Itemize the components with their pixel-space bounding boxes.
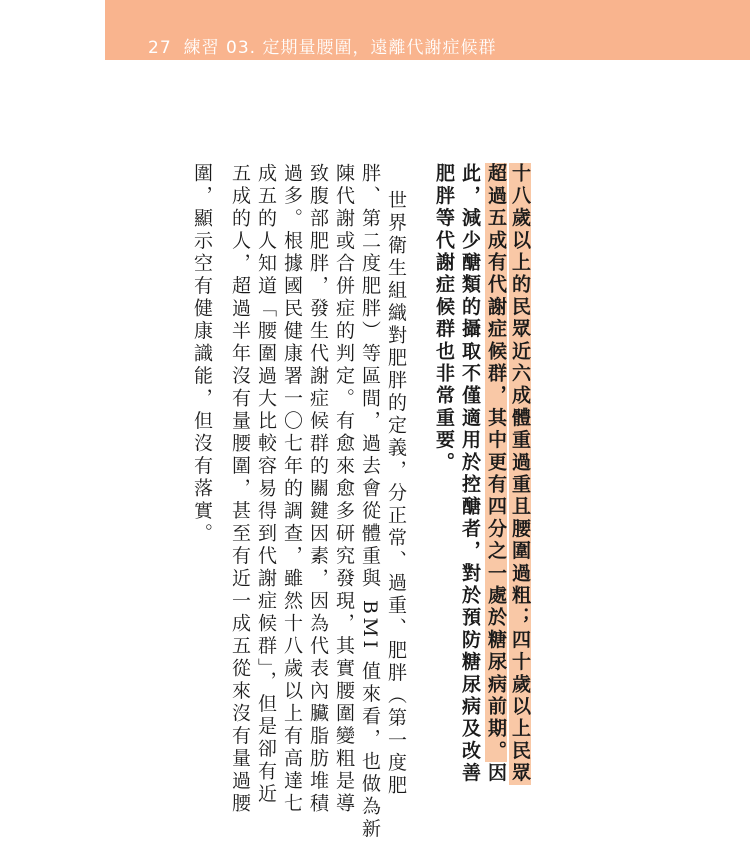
line-tail: 因 [485, 762, 507, 785]
page-number: 27 [148, 38, 172, 58]
paragraph2-line-3: 陳代謝或合併症的判定。有愈來愈多研究發現，其實腰圍變粗是導 [333, 163, 355, 816]
paragraph2-line-4: 致腹部肥胖，發生代謝症候群的關鍵因素，因為代表內臟脂肪堆積 [307, 163, 329, 816]
highlight-text: 超過五成有代謝症候群，其中更有四分之一處於糖尿病前期。 [485, 163, 507, 763]
paragraph2-line-8: 圍，顯示空有健康識能，但沒有落實。 [191, 163, 213, 546]
paragraph2-line-2: 胖、第二度肥胖）等區間，過去會從體重與 BMI 值來看，也做為新 [359, 163, 381, 841]
paragraph1-line-1 [508, 163, 532, 785]
paragraph1-line-3: 此，減少醣類的攝取不僅適用於控醣者，對於預防糖尿病及改善 [459, 163, 481, 785]
paragraph1-line-4: 肥胖等代謝症候群也非常重要。 [433, 163, 455, 474]
paragraph1-line-2 [484, 163, 508, 785]
chapter-title: 練習 03. 定期量腰圍，遠離代謝症候群 [183, 38, 497, 58]
paragraph2-line-7: 五成的人，超過半年沒有量腰圍，甚至有近一成五從來沒有量過腰 [229, 163, 251, 816]
page-header [148, 33, 496, 58]
paragraph2-line-5: 過多。根據國民健康署一〇七年的調查，雖然十八歲以上有高達七 [281, 163, 303, 816]
highlight-text: 十八歲以上的民眾近六成體重過重且腰圍過粗；四十歲以上民眾 [509, 163, 531, 785]
paragraph2-line-6: 成五的人知道「腰圍過大比較容易得到代謝症候群」，但是卻有近 [255, 163, 277, 806]
paragraph2-line-1: 世界衛生組織對肥胖的定義，分正常、過重、肥胖（第一度肥 [385, 190, 407, 798]
